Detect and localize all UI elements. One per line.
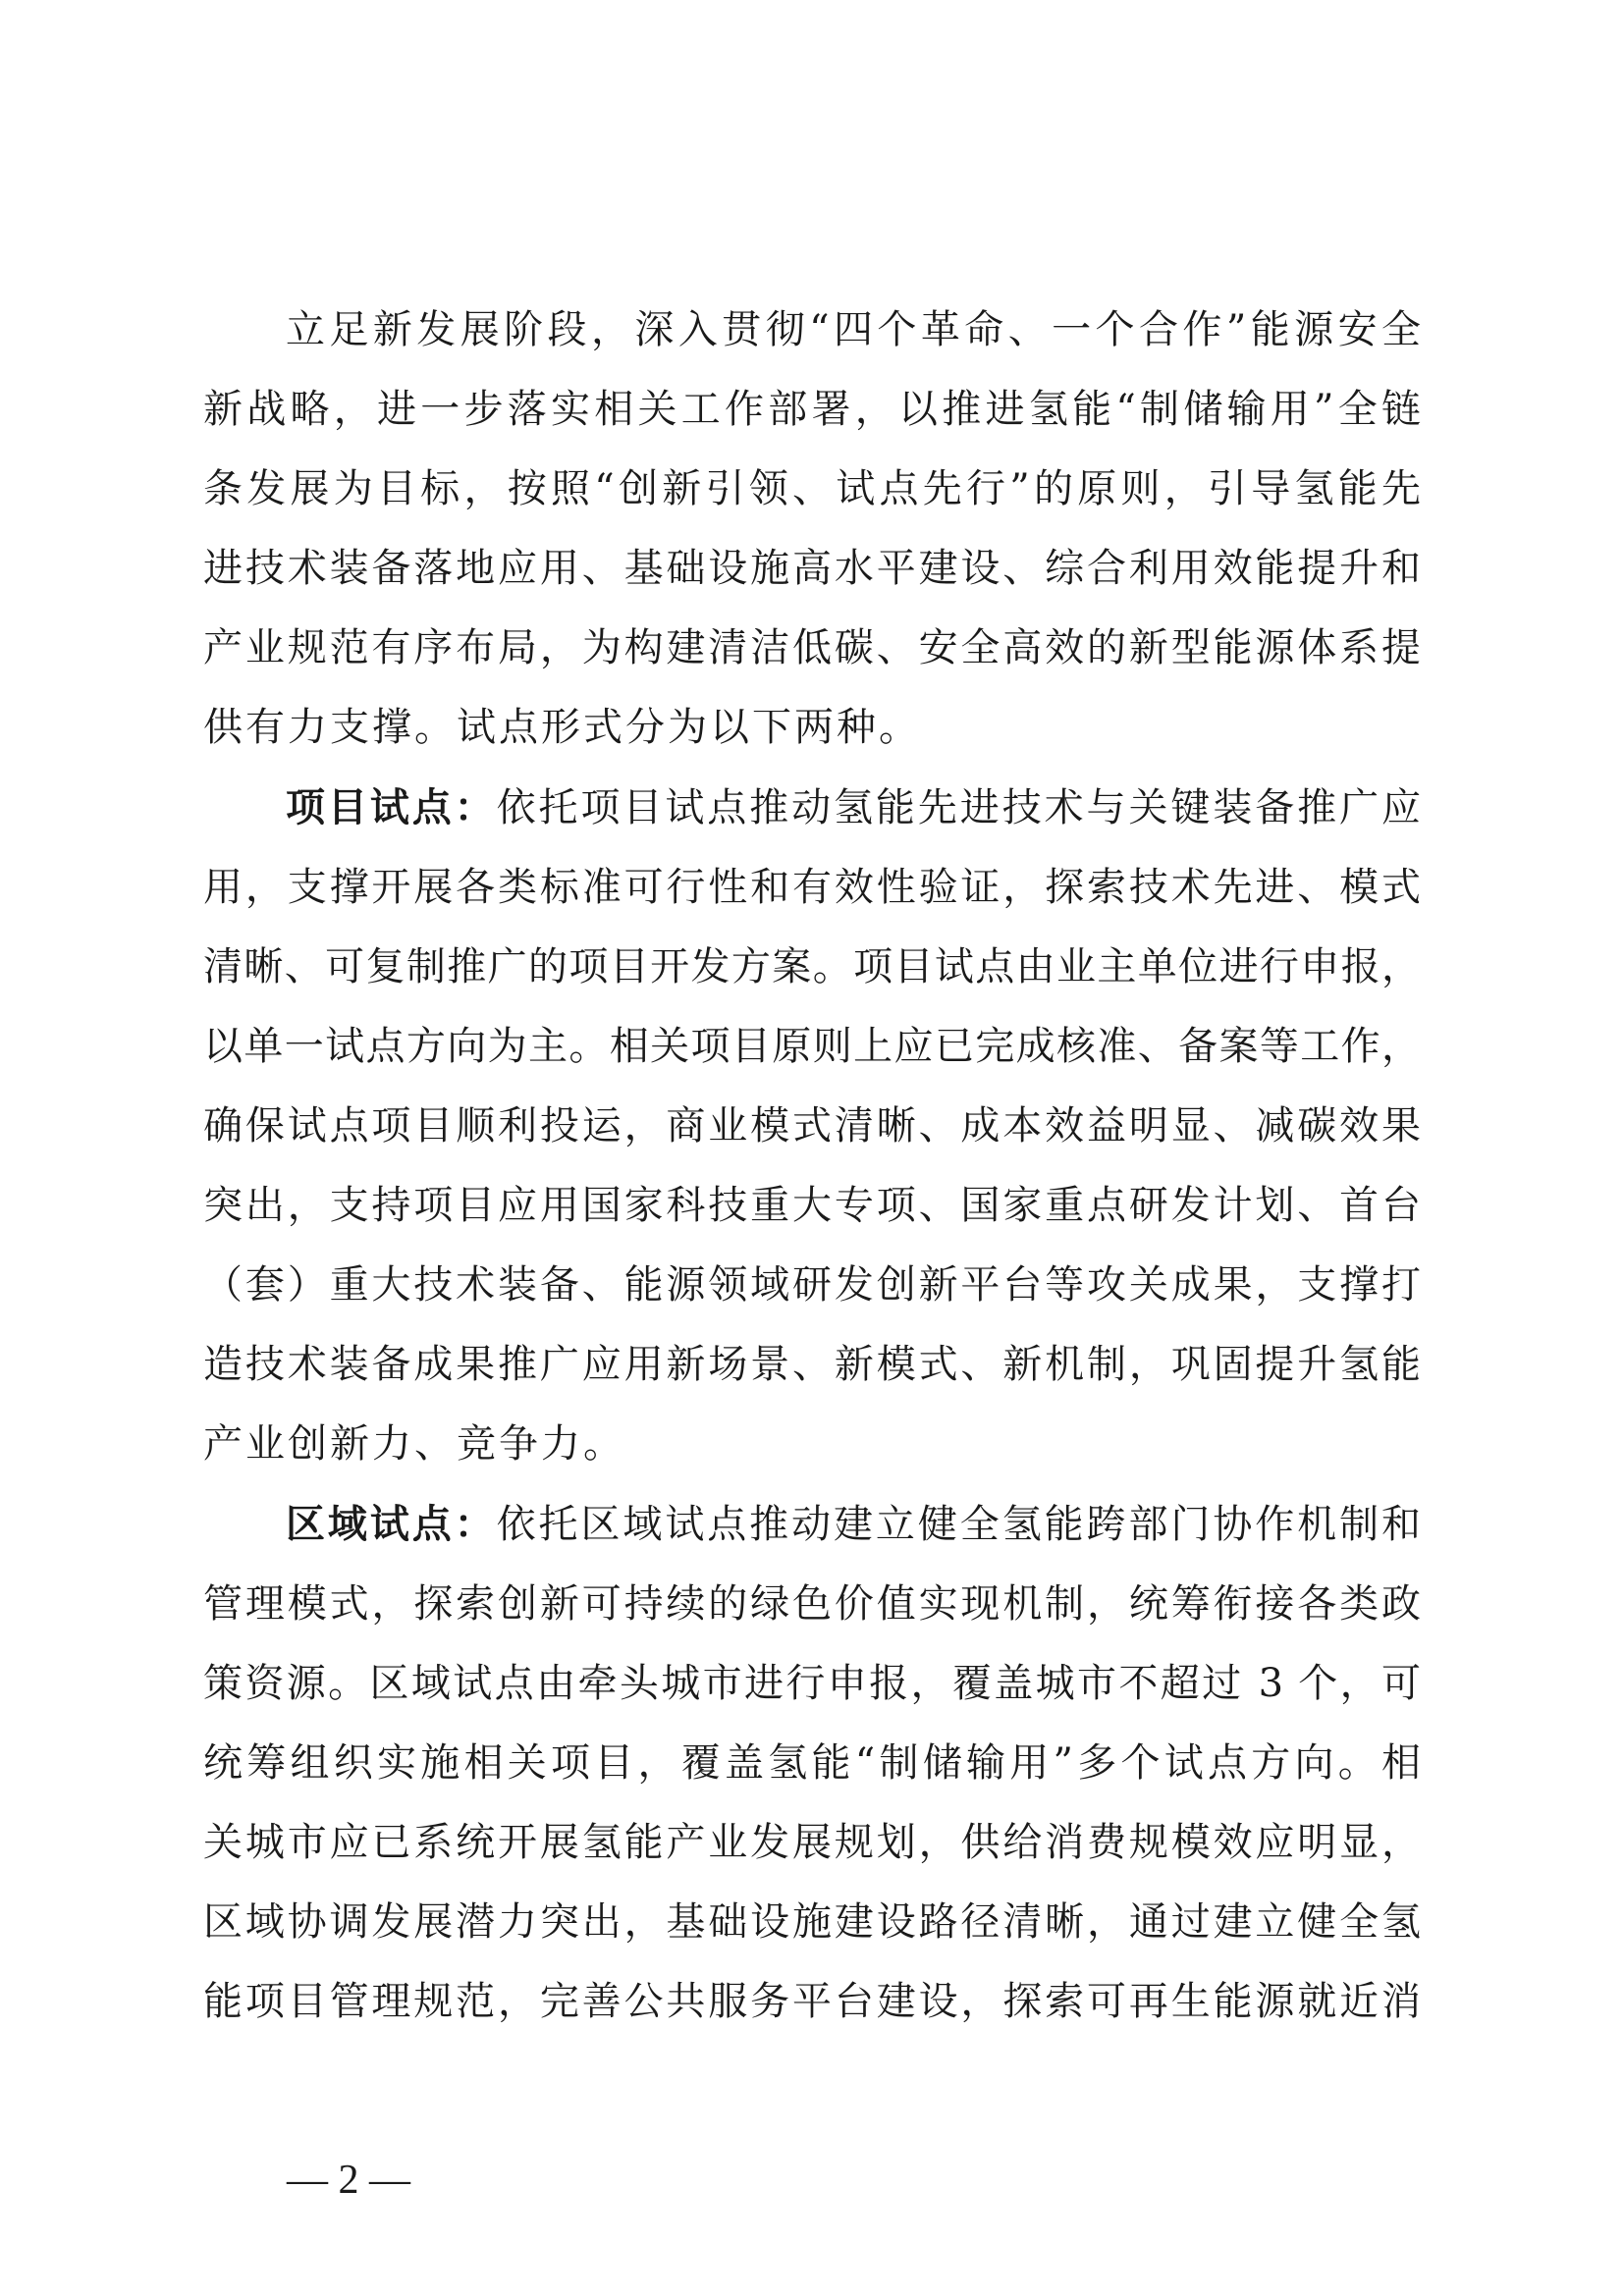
text-line bbox=[203, 769, 1421, 848]
page-number: — 2 — bbox=[287, 2158, 410, 2203]
text-line: 立足新发展阶段，深入贯彻“四个革命、一个合作”能源安全 bbox=[286, 307, 1421, 352]
text-line: 用，支撑开展各类标准可行性和有效性验证，探索技术先进、模式 bbox=[203, 865, 1421, 910]
text-line: 突出，支持项目应用国家科技重大专项、国家重点研发计划、首台 bbox=[203, 1183, 1421, 1228]
text-line: 造技术装备成果推广应用新场景、新模式、新机制，巩固提升氢能 bbox=[203, 1342, 1421, 1387]
text-line: 供有力支撑。试点形式分为以下两种。 bbox=[203, 705, 921, 750]
text-line: 管理模式，探索创新可持续的绿色价值实现机制，统筹衔接各类政 bbox=[203, 1581, 1421, 1627]
text-line: 产业规范有序布局，为构建清洁低碳、安全高效的新型能源体系提 bbox=[203, 625, 1421, 670]
text-line: 进技术装备落地应用、基础设施高水平建设、综合利用效能提升和 bbox=[203, 546, 1421, 591]
text-line: 确保试点项目顺利投运，商业模式清晰、成本效益明显、减碳效果 bbox=[203, 1103, 1421, 1148]
text-line: 清晰、可复制推广的项目开发方案。项目试点由业主单位进行申报， bbox=[203, 944, 1421, 989]
paragraph-overview bbox=[203, 291, 1421, 768]
text-line: 条发展为目标，按照“创新引领、试点先行”的原则，引导氢能先 bbox=[203, 466, 1421, 511]
text-line: 区域协调发展潜力突出，基础设施建设路径清晰，通过建立健全氢 bbox=[203, 1899, 1421, 1945]
text-line bbox=[203, 1485, 1421, 1565]
text-line-content: 依托项目试点推动氢能先进技术与关键装备推广应 bbox=[496, 785, 1422, 830]
paragraph-project-pilot bbox=[203, 769, 1421, 1484]
text-line: 新战略，进一步落实相关工作部署，以推进氢能“制储输用”全链 bbox=[203, 387, 1421, 432]
text-line: 产业创新力、竞争力。 bbox=[203, 1421, 625, 1467]
text-line: 关城市应已系统开展氢能产业发展规划，供给消费规模效应明显， bbox=[203, 1820, 1421, 1865]
paragraph-lead-heading: 区域试点： bbox=[286, 1502, 497, 1547]
text-line-content: 依托区域试点推动建立健全氢能跨部门协作机制和 bbox=[496, 1502, 1422, 1547]
body-text bbox=[203, 291, 1421, 2042]
text-line: 以单一试点方向为主。相关项目原则上应已完成核准、备案等工作， bbox=[203, 1024, 1421, 1069]
text-line: （套）重大技术装备、能源领域研发创新平台等攻关成果，支撑打 bbox=[203, 1262, 1421, 1308]
text-line: 能项目管理规范，完善公共服务平台建设，探索可再生能源就近消 bbox=[203, 1979, 1421, 2024]
paragraph-regional-pilot bbox=[203, 1485, 1421, 2042]
text-line: 统筹组织实施相关项目，覆盖氢能“制储输用”多个试点方向。相 bbox=[203, 1740, 1421, 1786]
text-line: 策资源。区域试点由牵头城市进行申报，覆盖城市不超过 3 个，可 bbox=[203, 1661, 1421, 1706]
paragraph-lead-heading: 项目试点： bbox=[286, 785, 497, 830]
